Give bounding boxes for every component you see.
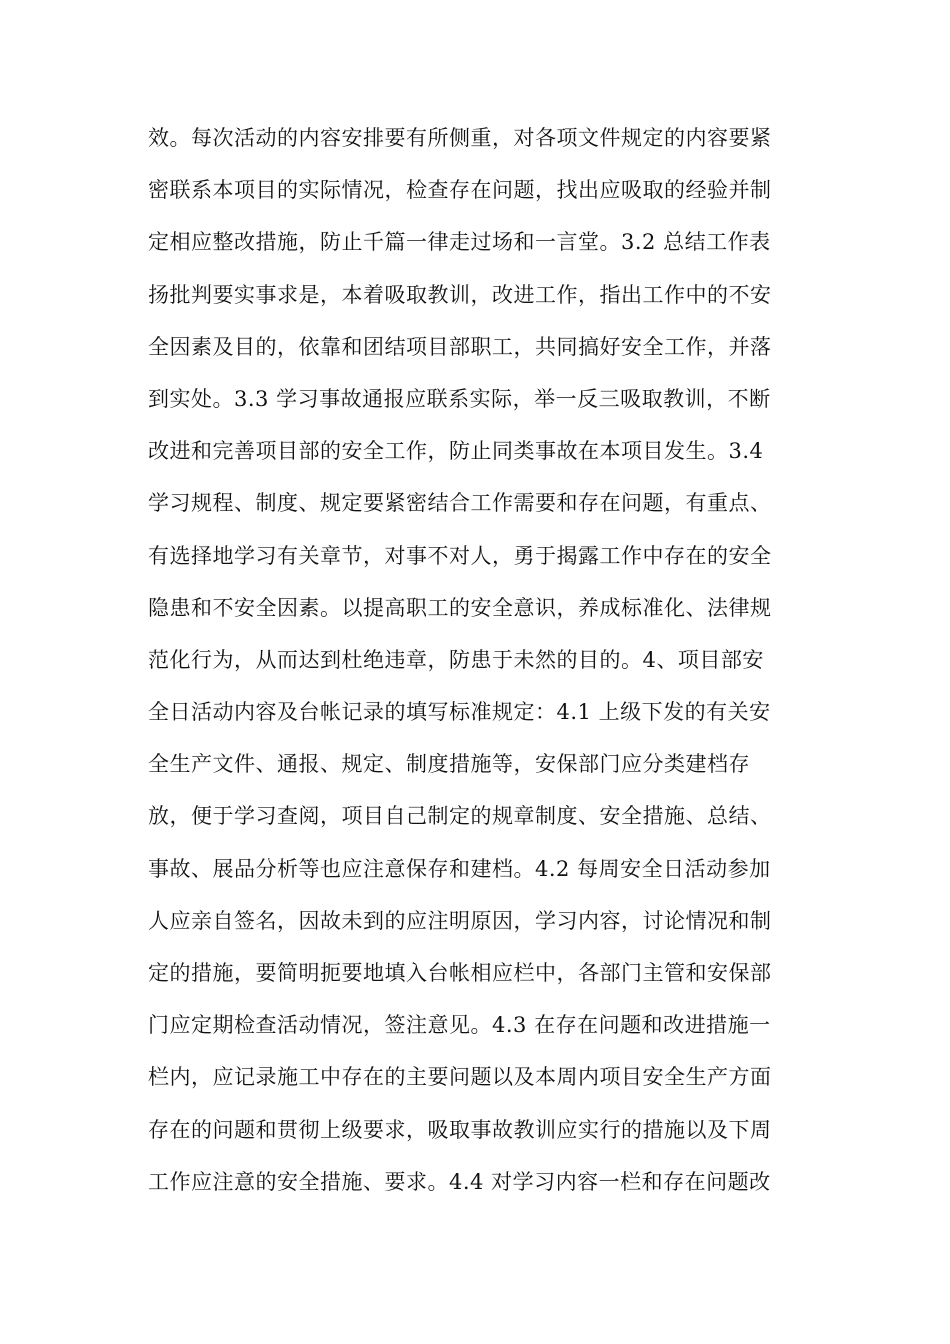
text-line: 到实处。3.3 学习事故通报应联系实际，举一反三吸取教训，不断 [148,386,771,411]
text-line: 扬批判要实事求是，本着吸取教训，改进工作，指出工作中的不安 [148,282,772,307]
text-line: 范化行为，从而达到杜绝违章，防患于未然的目的。4、项目部安 [148,647,764,672]
text-line: 存在的问题和贯彻上级要求，吸取事故教训应实行的措施以及下周 [148,1117,772,1142]
text-line: 定的措施，要简明扼要地填入台帐相应栏中，各部门主管和安保部 [148,961,772,985]
text-line: 人应亲自签名，因故未到的应注明原因，学习内容，讨论情况和制 [148,908,772,933]
text-line: 全因素及目的，依靠和团结项目部职工，共同搞好安全工作，并落 [148,334,772,359]
text-line: 事故、展品分析等也应注意保存和建档。4.2 每周安全日活动参加 [148,856,771,881]
text-line: 效。每次活动的内容安排要有所侧重，对各项文件规定的内容要紧 [148,126,772,150]
text-line: 改进和完善项目部的安全工作，防止同类事故在本项目发生。3.4 [148,439,764,464]
text-line: 门应定期检查活动情况，签注意见。4.3 在存在问题和改进措施一 [148,1013,771,1038]
text-line: 密联系本项目的实际情况，检查存在问题，找出应吸取的经验并制 [148,178,772,203]
text-line: 隐患和不安全因素。以提高职工的安全意识，养成标准化、法律规 [148,595,772,620]
text-line: 有选择地学习有关章节，对事不对人，勇于揭露工作中存在的安全 [148,543,772,568]
text-line: 学习规程、制度、规定要紧密结合工作需要和存在问题，有重点、 [148,491,772,516]
text-line: 栏内，应记录施工中存在的主要问题以及本周内项目安全生产方面 [148,1065,772,1090]
text-line: 全日活动内容及台帐记录的填写标准规定：4.1 上级下发的有关安 [148,700,771,725]
text-line: 定相应整改措施，防止千篇一律走过场和一言堂。3.2 总结工作表 [148,230,771,255]
text-line: 工作应注意的安全措施、要求。4.4 对学习内容一栏和存在问题改 [148,1169,771,1194]
text-line: 全生产文件、通报、规定、制度措施等，安保部门应分类建档存 [148,752,750,777]
text-line: 放，便于学习查阅，项目自己制定的规章制度、安全措施、总结、 [148,804,772,829]
body-text [148,112,808,1208]
